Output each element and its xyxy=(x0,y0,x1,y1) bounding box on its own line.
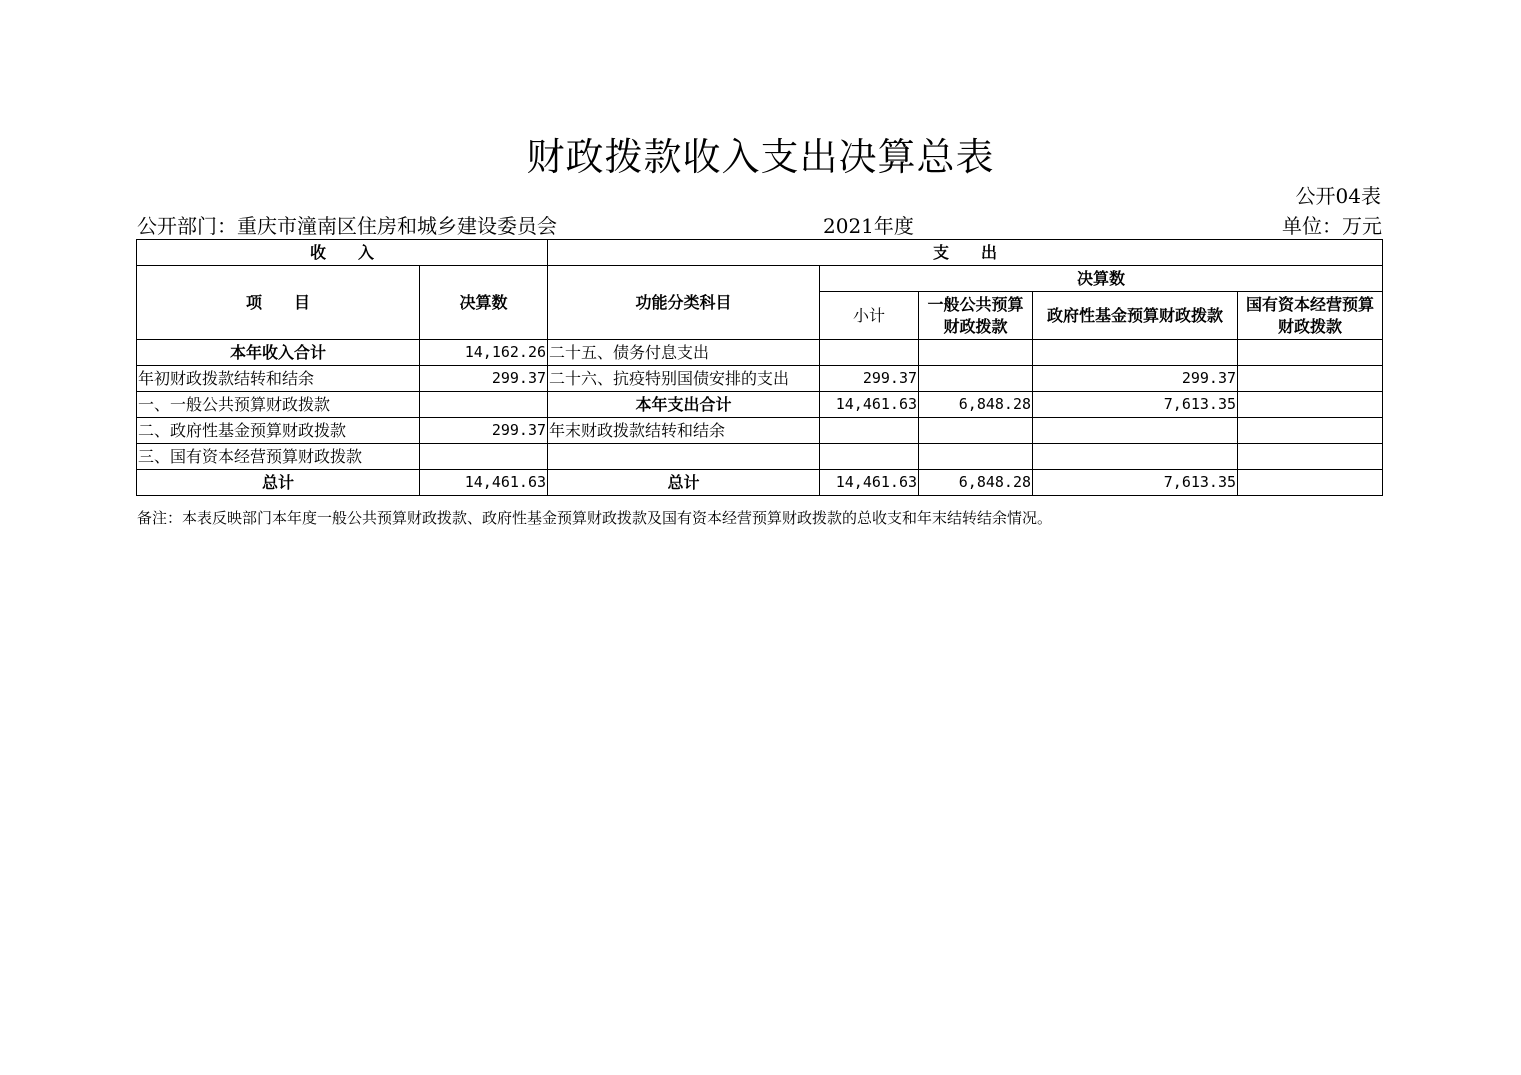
income-item: 一、一般公共预算财政拨款 xyxy=(137,392,420,418)
table-row xyxy=(137,418,1383,444)
expense-capital xyxy=(1238,340,1383,366)
income-amount: 14,461.63 xyxy=(420,470,548,496)
income-amount: 299.37 xyxy=(420,418,548,444)
expense-capital xyxy=(1238,366,1383,392)
table-note: 备注：本表反映部门本年度一般公共预算财政拨款、政府性基金预算财政拨款及国有资本经营预算财政拨款的总收支和年末结转结余情况。 xyxy=(137,509,1053,527)
income-item: 总计 xyxy=(137,470,420,496)
expense-item: 二十六、抗疫特别国债安排的支出 xyxy=(548,366,820,392)
header-income: 收 入 xyxy=(137,240,548,266)
budget-table xyxy=(136,239,1383,496)
table-row xyxy=(137,340,1383,366)
expense-fund: 299.37 xyxy=(1033,366,1238,392)
expense-subtotal: 14,461.63 xyxy=(820,392,919,418)
header-final-amount: 决算数 xyxy=(820,266,1383,292)
expense-capital xyxy=(1238,444,1383,470)
expense-capital xyxy=(1238,470,1383,496)
header-subtotal: 小计 xyxy=(820,292,919,340)
fiscal-year: 2021年度 xyxy=(823,214,914,238)
table-row xyxy=(137,366,1383,392)
expense-fund: 7,613.35 xyxy=(1033,392,1238,418)
header-gov-fund: 政府性基金预算财政拨款 xyxy=(1033,292,1238,340)
expense-general: 6,848.28 xyxy=(919,392,1033,418)
expense-fund xyxy=(1033,418,1238,444)
expense-fund: 7,613.35 xyxy=(1033,470,1238,496)
expense-item xyxy=(548,444,820,470)
header-item: 项 目 xyxy=(137,266,420,340)
income-item: 年初财政拨款结转和结余 xyxy=(137,366,420,392)
expense-subtotal xyxy=(820,418,919,444)
table-row xyxy=(137,444,1383,470)
expense-item: 总计 xyxy=(548,470,820,496)
page-title: 财政拨款收入支出决算总表 xyxy=(526,135,995,179)
header-function-class: 功能分类科目 xyxy=(548,266,820,340)
expense-general xyxy=(919,366,1033,392)
header-general-budget: 一般公共预算财政拨款 xyxy=(919,292,1033,340)
expense-capital xyxy=(1238,418,1383,444)
expense-fund xyxy=(1033,340,1238,366)
income-amount xyxy=(420,392,548,418)
department-label: 公开部门：重庆市潼南区住房和城乡建设委员会 xyxy=(137,214,557,238)
header-row-2 xyxy=(137,266,1383,292)
header-state-capital: 国有资本经营预算财政拨款 xyxy=(1238,292,1383,340)
income-item: 三、国有资本经营预算财政拨款 xyxy=(137,444,420,470)
expense-subtotal xyxy=(820,340,919,366)
expense-general xyxy=(919,444,1033,470)
table-row xyxy=(137,392,1383,418)
expense-item: 年末财政拨款结转和结余 xyxy=(548,418,820,444)
expense-subtotal: 299.37 xyxy=(820,366,919,392)
form-number: 公开04表 xyxy=(1295,184,1381,208)
expense-capital xyxy=(1238,392,1383,418)
expense-general xyxy=(919,340,1033,366)
expense-fund xyxy=(1033,444,1238,470)
income-amount: 14,162.26 xyxy=(420,340,548,366)
expense-subtotal: 14,461.63 xyxy=(820,470,919,496)
header-row-1 xyxy=(137,240,1383,266)
income-amount: 299.37 xyxy=(420,366,548,392)
expense-item: 二十五、债务付息支出 xyxy=(548,340,820,366)
income-item: 本年收入合计 xyxy=(137,340,420,366)
expense-item: 本年支出合计 xyxy=(548,392,820,418)
meta-row xyxy=(137,210,1382,238)
total-row xyxy=(137,470,1383,496)
header-expense: 支 出 xyxy=(548,240,1383,266)
unit-label: 单位：万元 xyxy=(1282,214,1382,238)
expense-subtotal xyxy=(820,444,919,470)
header-amount: 决算数 xyxy=(420,266,548,340)
expense-general xyxy=(919,418,1033,444)
expense-general: 6,848.28 xyxy=(919,470,1033,496)
income-item: 二、政府性基金预算财政拨款 xyxy=(137,418,420,444)
income-amount xyxy=(420,444,548,470)
